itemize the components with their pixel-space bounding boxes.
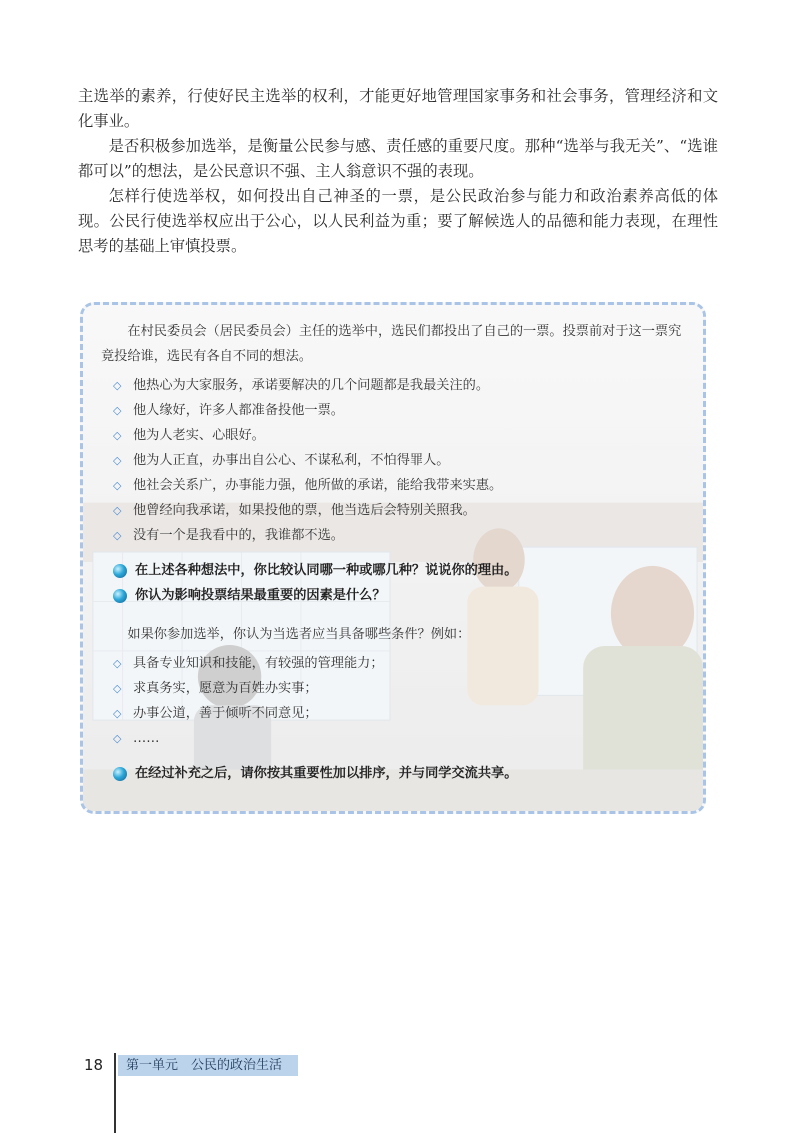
list-item: ◇ 他为人正直，办事出自公心、不谋私利，不怕得罪人。: [113, 448, 689, 473]
list-item: ◇ 他人缘好，许多人都准备投他一票。: [113, 398, 689, 423]
diamond-icon: ◇: [113, 379, 122, 392]
activity-content: [101, 319, 689, 786]
footer-divider: [114, 1053, 116, 1133]
list-item: ◇ 具备专业知识和技能，有较强的管理能力；: [113, 651, 689, 676]
list-item: ◇ 办事公道，善于倾听不同意见；: [113, 701, 689, 726]
diamond-icon: ◇: [113, 429, 122, 442]
paragraph-3: 怎样行使选举权，如何投出自己神圣的一票，是公民政治参与能力和政治素养高低的体现。公民行使选举权应出于公心，以人民利益为重；要了解候选人的品德和能力表现，在理性思考的基础上审慎投票。: [78, 187, 718, 255]
discussion-question: 在上述各种想法中，你比较认同哪一种或哪几种？说说你的理由。: [101, 558, 689, 583]
diamond-icon: ◇: [113, 479, 122, 492]
diamond-icon: ◇: [113, 707, 122, 720]
activity-intro: 在村民委员会（居民委员会）主任的选举中，选民们都投出了自己的一票。投票前对于这一票究竟投给谁，选民有各自不同的想法。: [101, 324, 682, 364]
diamond-icon: ◇: [113, 404, 122, 417]
paragraph-1: 主选举的素养，行使好民主选举的权利，才能更好地管理国家事务和社会事务，管理经济和文化事业。: [78, 87, 718, 130]
conditions-intro: 如果你参加选举，你认为当选者应当具备哪些条件？例如：: [127, 627, 471, 642]
blue-ball-icon: [113, 564, 127, 578]
unit-title: 第一单元 公民的政治生活: [118, 1055, 298, 1076]
final-question: 在经过补充之后，请你按其重要性加以排序，并与同学交流共享。: [101, 761, 689, 786]
list-item: ◇ 他社会关系广，办事能力强，他所做的承诺，能给我带来实惠。: [113, 473, 689, 498]
list-item: ◇ 他热心为大家服务，承诺要解决的几个问题都是我最关注的。: [113, 373, 689, 398]
list-item: ◇ 他曾经向我承诺，如果投他的票，他当选后会特别关照我。: [113, 498, 689, 523]
opinion-list: [101, 373, 689, 548]
blue-ball-icon: [113, 767, 127, 781]
diamond-icon: ◇: [113, 504, 122, 517]
list-item: ◇ 他为人老实、心眼好。: [113, 423, 689, 448]
diamond-icon: ◇: [113, 657, 122, 670]
diamond-icon: ◇: [113, 732, 122, 745]
diamond-icon: ◇: [113, 682, 122, 695]
activity-box: [80, 302, 706, 814]
intro-text: [78, 84, 718, 259]
diamond-icon: ◇: [113, 454, 122, 467]
paragraph-2: 是否积极参加选举，是衡量公民参与感、责任感的重要尺度。那种“选举与我无关”、“选谁都可以”的想法，是公民意识不强、主人翁意识不强的表现。: [78, 137, 718, 180]
diamond-icon: ◇: [113, 529, 122, 542]
list-item: ◇ 求真务实，愿意为百姓办实事；: [113, 676, 689, 701]
discussion-question: 你认为影响投票结果最重要的因素是什么？: [101, 583, 689, 608]
page-number: 18: [84, 1056, 104, 1074]
conditions-list: [101, 651, 689, 751]
list-item: ◇ ……: [113, 726, 689, 751]
list-item: ◇ 没有一个是我看中的，我谁都不选。: [113, 523, 689, 548]
blue-ball-icon: [113, 589, 127, 603]
